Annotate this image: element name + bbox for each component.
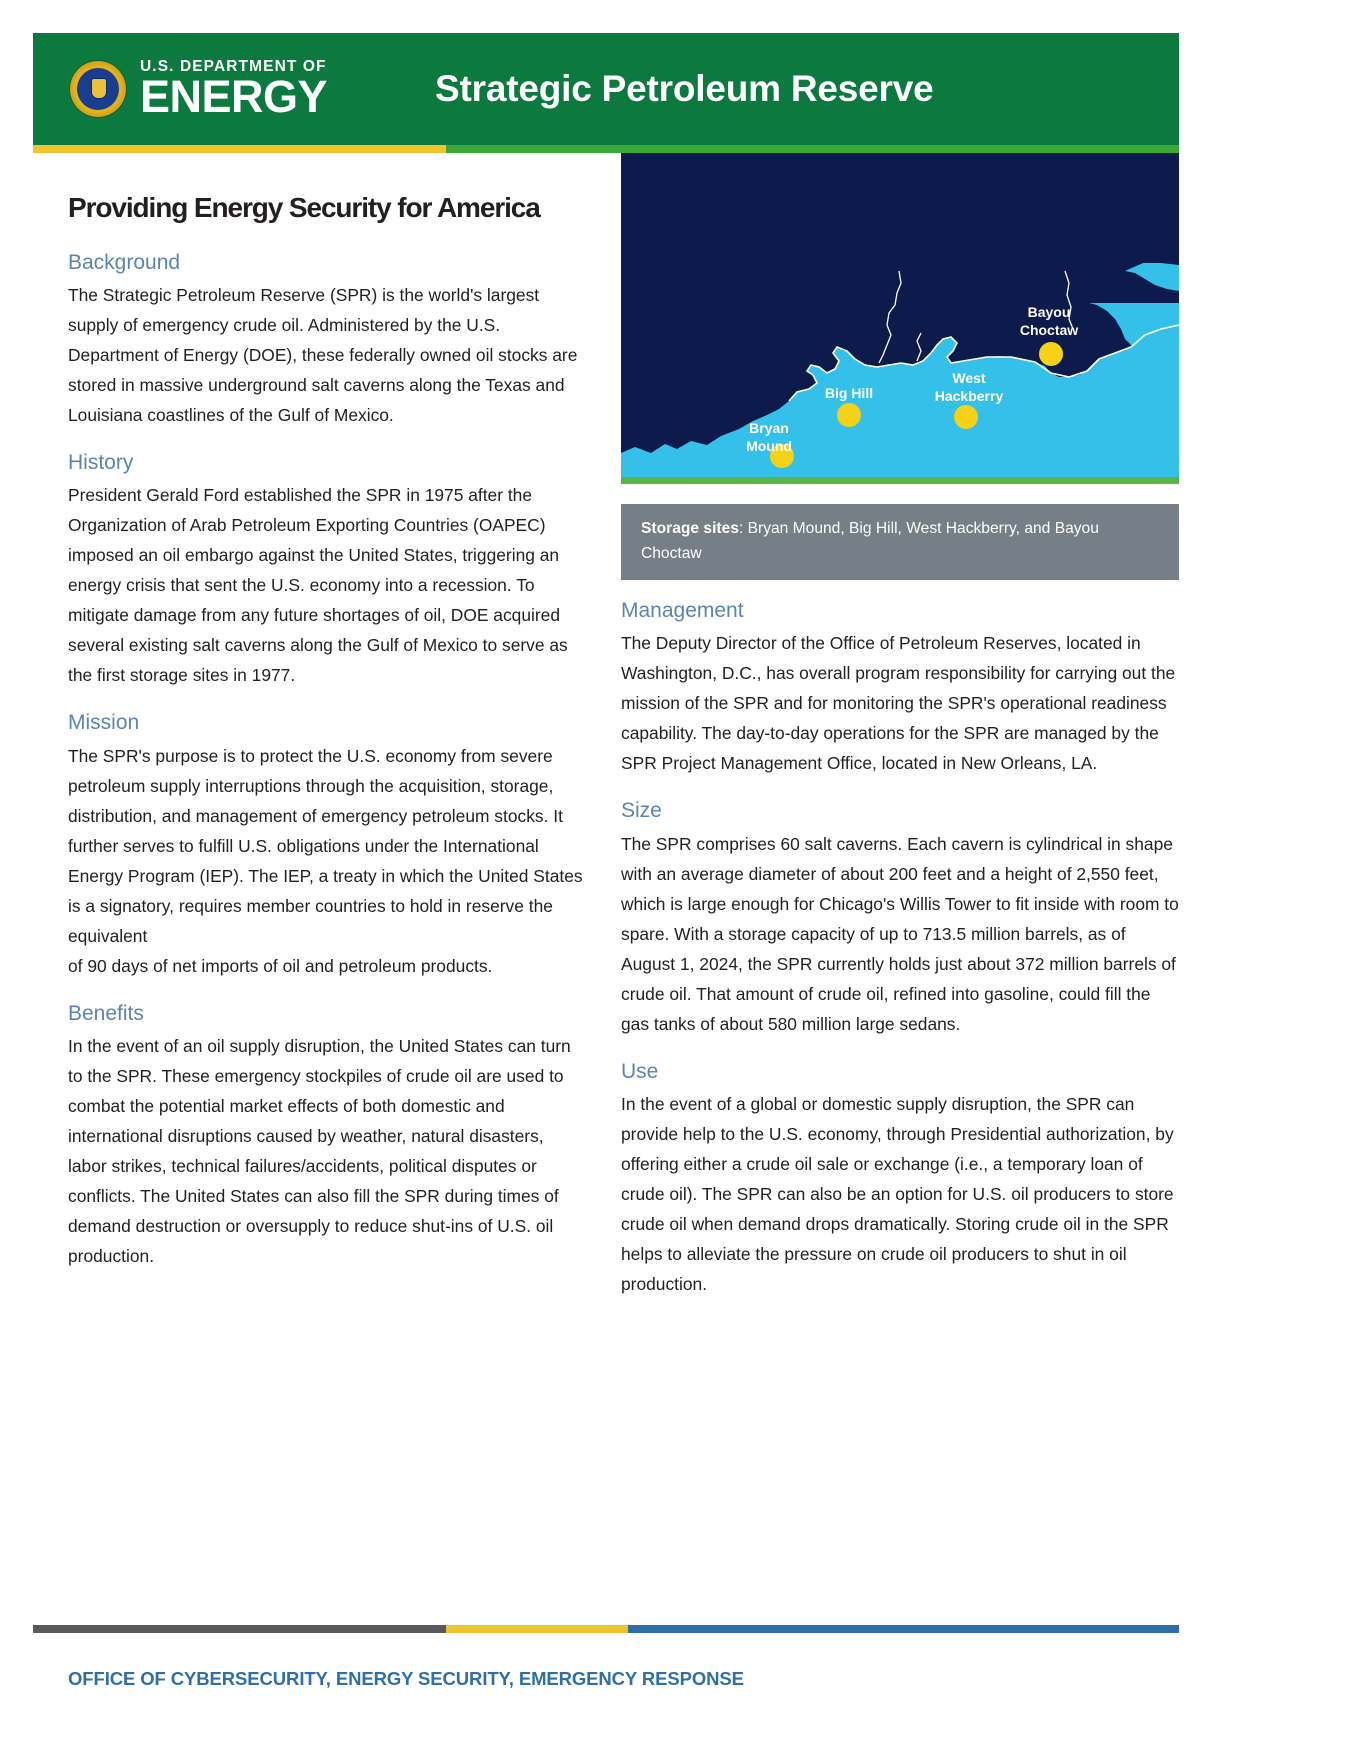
header-accent-yellow <box>33 145 446 153</box>
map-graphic <box>621 153 1179 480</box>
section-heading-management: Management <box>621 599 744 622</box>
section-heading-size: Size <box>621 799 662 823</box>
section-heading-history: History <box>68 451 134 475</box>
right-column <box>621 598 1179 1299</box>
map-caption-text: : Bryan Mound, Big Hill, West Hackberry, and Bayou Choctaw <box>641 520 1099 562</box>
site-marker-big-hill <box>837 403 861 427</box>
section-heading-mission: Mission <box>68 711 140 735</box>
header-accent-green <box>446 145 1179 153</box>
footer-accent-gray <box>33 1625 446 1633</box>
section-heading-use: Use <box>621 1059 659 1083</box>
section-body-size: The SPR comprises 60 salt caverns. Each cavern is cylindrical in shape with an average diameter of about 200 feet and a height of 2,550 feet, which is large enough for Chicago's Willis Tower to fit inside with room to spare. With a storage capacity of up to 713.5 million barrels, as of August 1, 2024, the SPR currently holds just about 372 million barrels of crude oil. That amount of crude oil, refined into gasoline, could fill the gas tanks of about 580 million large sedans. <box>621 833 1179 1034</box>
site-label-bryan-line1: Bryan <box>749 420 789 436</box>
section-body-mission-cont: of 90 days of net imports of oil and petroleum products. <box>68 955 493 976</box>
left-column <box>68 193 585 1271</box>
site-label-bryan-line2: Mound <box>746 438 792 454</box>
page-header <box>33 33 1179 145</box>
map-caption-label: Storage sites <box>641 520 739 537</box>
map-bottom-accent <box>621 477 1179 484</box>
site-label-bighill: Big Hill <box>824 385 874 401</box>
map-caption <box>621 504 1179 580</box>
agency-department-line: U.S. DEPARTMENT OF <box>140 57 327 75</box>
site-label-hackberry-line1: West <box>952 370 986 386</box>
footer-office-name: OFFICE OF CYBERSECURITY, ENERGY SECURITY, EMERGENCY RESPONSE <box>68 1668 744 1689</box>
section-heading-background: Background <box>68 250 181 274</box>
section-body-management: The Deputy Director of the Office of Petroleum Reserves, located in Washington, D.C., has overall program responsibility for carrying out the mission of the SPR and for monitoring the SPR's operational readiness capability. The day-to-day operations for the SPR are managed by the SPR Project Management Office, located in New Orleans, LA. <box>621 633 1176 774</box>
header-title: Strategic Petroleum Reserve <box>435 68 934 109</box>
footer-accent-yellow <box>446 1625 628 1633</box>
section-heading-benefits: Benefits <box>68 1001 144 1025</box>
section-body-background: The Strategic Petroleum Reserve (SPR) is the world's largest supply of emergency crude oil. Administered by the U.S. Department of Energy (DOE), these federally owned oil stocks are stored in massive underground salt caverns along the Texas and Louisiana coastlines of the Gulf of Mexico. <box>68 285 578 426</box>
doe-seal-icon <box>70 61 126 117</box>
site-label-hackberry-line2: Hackberry <box>934 388 1004 404</box>
gulf-coast-map <box>621 153 1179 480</box>
site-label-choctaw-line2: Choctaw <box>1019 322 1079 338</box>
agency-name: ENERGY <box>140 71 328 123</box>
doe-wordmark <box>140 57 328 123</box>
footer-accent-blue <box>628 1625 1179 1633</box>
doe-logo <box>70 57 328 123</box>
site-marker-west-hackberry <box>954 405 978 429</box>
section-body-benefits: In the event of an oil supply disruption, the United States can turn to the SPR. These emergency stockpiles of crude oil are used to combat the potential market effects of both domestic and international disruptions caused by weather, natural disasters, labor strikes, technical failures/accidents, political disputes or conflicts. The United States can also fill the SPR during times of demand destruction or oversupply to reduce shut-ins of U.S. oil production. <box>68 1035 571 1266</box>
section-body-history: President Gerald Ford established the SPR in 1975 after the Organization of Arab Petroleum Exporting Countries (OAPEC) imposed an oil embargo against the United States, triggering an energy crisis that sent the U.S. economy into a recession. To mitigate damage from any future shortages of oil, DOE acquired several existing salt caverns along the Gulf of Mexico to serve as the first storage sites in 1977. <box>68 485 568 686</box>
section-body-mission: The SPR's purpose is to protect the U.S. economy from severe petroleum supply interruptions through the acquisition, storage, distribution, and management of emergency petroleum stocks. It further serves to fulfill U.S. obligations under the International Energy Program (IEP). The IEP, a treaty in which the United States is a signatory, requires member countries to hold in reserve the equivalent <box>68 745 583 946</box>
site-label-choctaw-line1: Bayou <box>1027 304 1071 320</box>
section-body-use: In the event of a global or domestic supply disruption, the SPR can provide help to the U.S. economy, through Presidential authorization, by offering either a crude oil sale or exchange (i.e., a temporary loan of crude oil). The SPR can also be an option for U.S. oil producers to store crude oil when demand drops dramatically. Storing crude oil in the SPR helps to alleviate the pressure on crude oil producers to shut in oil production. <box>621 1093 1174 1294</box>
site-marker-bayou-choctaw <box>1039 342 1063 366</box>
page-title: Providing Energy Security for America <box>68 192 540 223</box>
